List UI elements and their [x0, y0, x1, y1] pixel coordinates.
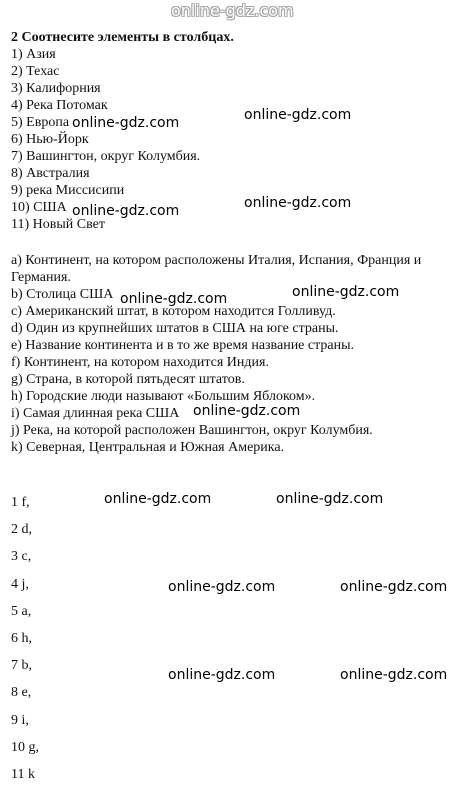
watermark: online-gdz.com	[244, 195, 352, 211]
list-item: 4) Река Потомак	[11, 98, 108, 113]
definition-item: i) Самая длинная река США	[11, 406, 180, 421]
answer-item: 3 c,	[11, 549, 32, 565]
answer-item: 2 d,	[11, 522, 32, 538]
answer-item: 9 i,	[11, 712, 29, 728]
definition-item: c) Американский штат, в котором находится Голливуд.	[11, 304, 336, 319]
list-item: 7) Вашингтон, округ Колумбия.	[11, 149, 201, 164]
answer-item: 1 f,	[11, 495, 30, 510]
answer-item: 11 k	[11, 766, 35, 782]
definition-item: a) Континент, на котором расположены Италия, Испания, Франция и Германия.	[11, 253, 422, 285]
watermark: online-gdz.com	[72, 203, 180, 219]
definition-item: j) Река, на которой расположен Вашингтон, округ Колумбия.	[11, 423, 373, 438]
watermark: online-gdz.com	[104, 491, 212, 507]
definition-item: g) Страна, в которой пятьдесят штатов.	[11, 372, 245, 387]
answers-list	[11, 494, 39, 793]
definition-item: h) Городские люди называют «Большим Яблоком».	[11, 389, 316, 404]
list-item: 6) Нью-Йорк	[11, 132, 89, 147]
answer-item: 4 j,	[11, 576, 29, 592]
answer-item: 5 a,	[11, 603, 32, 619]
definition-item: f) Континент, на котором находится Индия.	[11, 355, 269, 370]
watermark: online-gdz.com	[340, 579, 448, 595]
watermark: online-gdz.com	[72, 115, 180, 131]
definition-item: e) Название континента и в то же время название страны.	[11, 338, 355, 353]
exercise-title: 2 Соотнесите элементы в столбцах.	[11, 30, 234, 45]
list-item: 8) Австралия	[11, 166, 90, 181]
watermark: online-gdz.com	[168, 579, 276, 595]
watermark: online-gdz.com	[276, 491, 384, 507]
watermark: online-gdz.com	[193, 403, 301, 419]
watermark: online-gdz.com	[244, 107, 352, 123]
answer-item: 8 e,	[11, 685, 32, 701]
watermark: online-gdz.com	[168, 667, 276, 683]
definitions-list	[11, 252, 456, 456]
definition-item: d) Один из крупнейших штатов в США на юге страны.	[11, 321, 339, 336]
list-item: 2) Техас	[11, 64, 60, 79]
list-item: 11) Новый Свет	[11, 217, 105, 232]
list-item: 3) Калифорния	[11, 81, 101, 96]
answer-item: 10 g,	[11, 739, 39, 755]
watermark: online-gdz.com	[292, 284, 400, 300]
watermark-top: online-gdz.com	[171, 1, 294, 20]
list-item: 9) река Миссисипи	[11, 183, 125, 198]
answer-item: 6 h,	[11, 630, 32, 646]
definition-item: k) Северная, Центральная и Южная Америка.	[11, 440, 285, 455]
watermark: online-gdz.com	[340, 667, 448, 683]
list-item: 10) США	[11, 200, 67, 215]
watermark: online-gdz.com	[120, 291, 228, 307]
list-item: 1) Азия	[11, 47, 56, 62]
answer-item: 7 b,	[11, 658, 32, 674]
definition-item: b) Столица США	[11, 287, 114, 302]
list-item: 5) Европа	[11, 115, 70, 130]
